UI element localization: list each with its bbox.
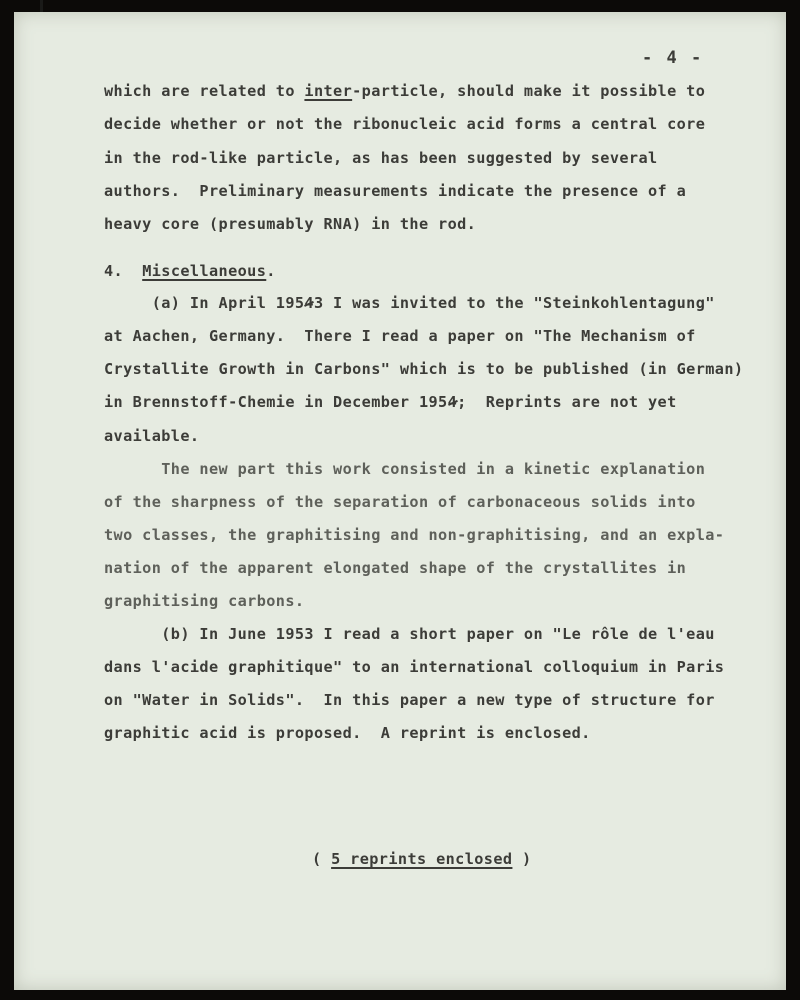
underlined-word: inter xyxy=(304,82,353,100)
text-line: of the sharpness of the separation of carbonaceous solids into xyxy=(104,493,696,511)
text-run: (a) In April 195 xyxy=(104,294,305,312)
text-line: decide whether or not the ribonucleic acid forms a central core xyxy=(104,115,706,133)
text-line: graphitising carbons. xyxy=(104,592,305,610)
text-run: in Brennstoff-Chemie in December 195 xyxy=(104,393,448,411)
section-number: 4. xyxy=(104,262,143,280)
text-line: on "Water in Solids". In this paper a new type of structure for xyxy=(104,691,715,709)
struck-digit: 4 xyxy=(304,294,314,312)
enclosure-paren-close: ) xyxy=(512,850,532,868)
text-run: which are related to xyxy=(104,82,305,100)
section-title: Miscellaneous xyxy=(142,262,267,280)
text-line: nation of the apparent elongated shape of the crystallites in xyxy=(104,559,687,577)
section-title-end: . xyxy=(266,262,276,280)
text-line: The new part this work consisted in a kinetic explanation xyxy=(104,460,706,478)
struck-digit: 4 xyxy=(447,393,458,411)
text-line: available. xyxy=(104,427,200,445)
enclosure-note xyxy=(312,850,532,868)
text-line: (b) In June 1953 I read a short paper on "Le rôle de l'eau xyxy=(104,625,715,643)
page-number: - 4 - xyxy=(642,48,704,68)
text-line xyxy=(104,81,705,101)
text-line: dans l'acide graphitique" to an international colloquium in Paris xyxy=(104,658,725,676)
text-line: heavy core (presumably RNA) in the rod. xyxy=(104,215,477,233)
text-line: two classes, the graphitising and non-graphitising, and an expla- xyxy=(104,526,725,544)
enclosure-paren-open: ( xyxy=(312,850,332,868)
typewritten-sheet xyxy=(14,12,786,990)
section-heading xyxy=(104,261,276,281)
text-line: graphitic acid is proposed. A reprint is enclosed. xyxy=(104,724,591,742)
text-line xyxy=(104,392,677,412)
text-run: ; Reprints are not yet xyxy=(457,393,677,411)
text-line: in the rod-like particle, as has been suggested by several xyxy=(104,149,658,167)
text-line: at Aachen, Germany. There I read a paper on "The Mechanism of xyxy=(104,327,696,345)
text-run: 3 I was invited to the "Steinkohlentagung" xyxy=(313,294,715,312)
text-run: -particle, should make it possible to xyxy=(352,82,706,100)
text-line: authors. Preliminary measurements indicate the presence of a xyxy=(104,182,687,200)
text-line: Crystallite Growth in Carbons" which is to be published (in German) xyxy=(104,360,744,378)
enclosure-text: 5 reprints enclosed xyxy=(331,850,513,868)
text-line xyxy=(104,293,715,313)
